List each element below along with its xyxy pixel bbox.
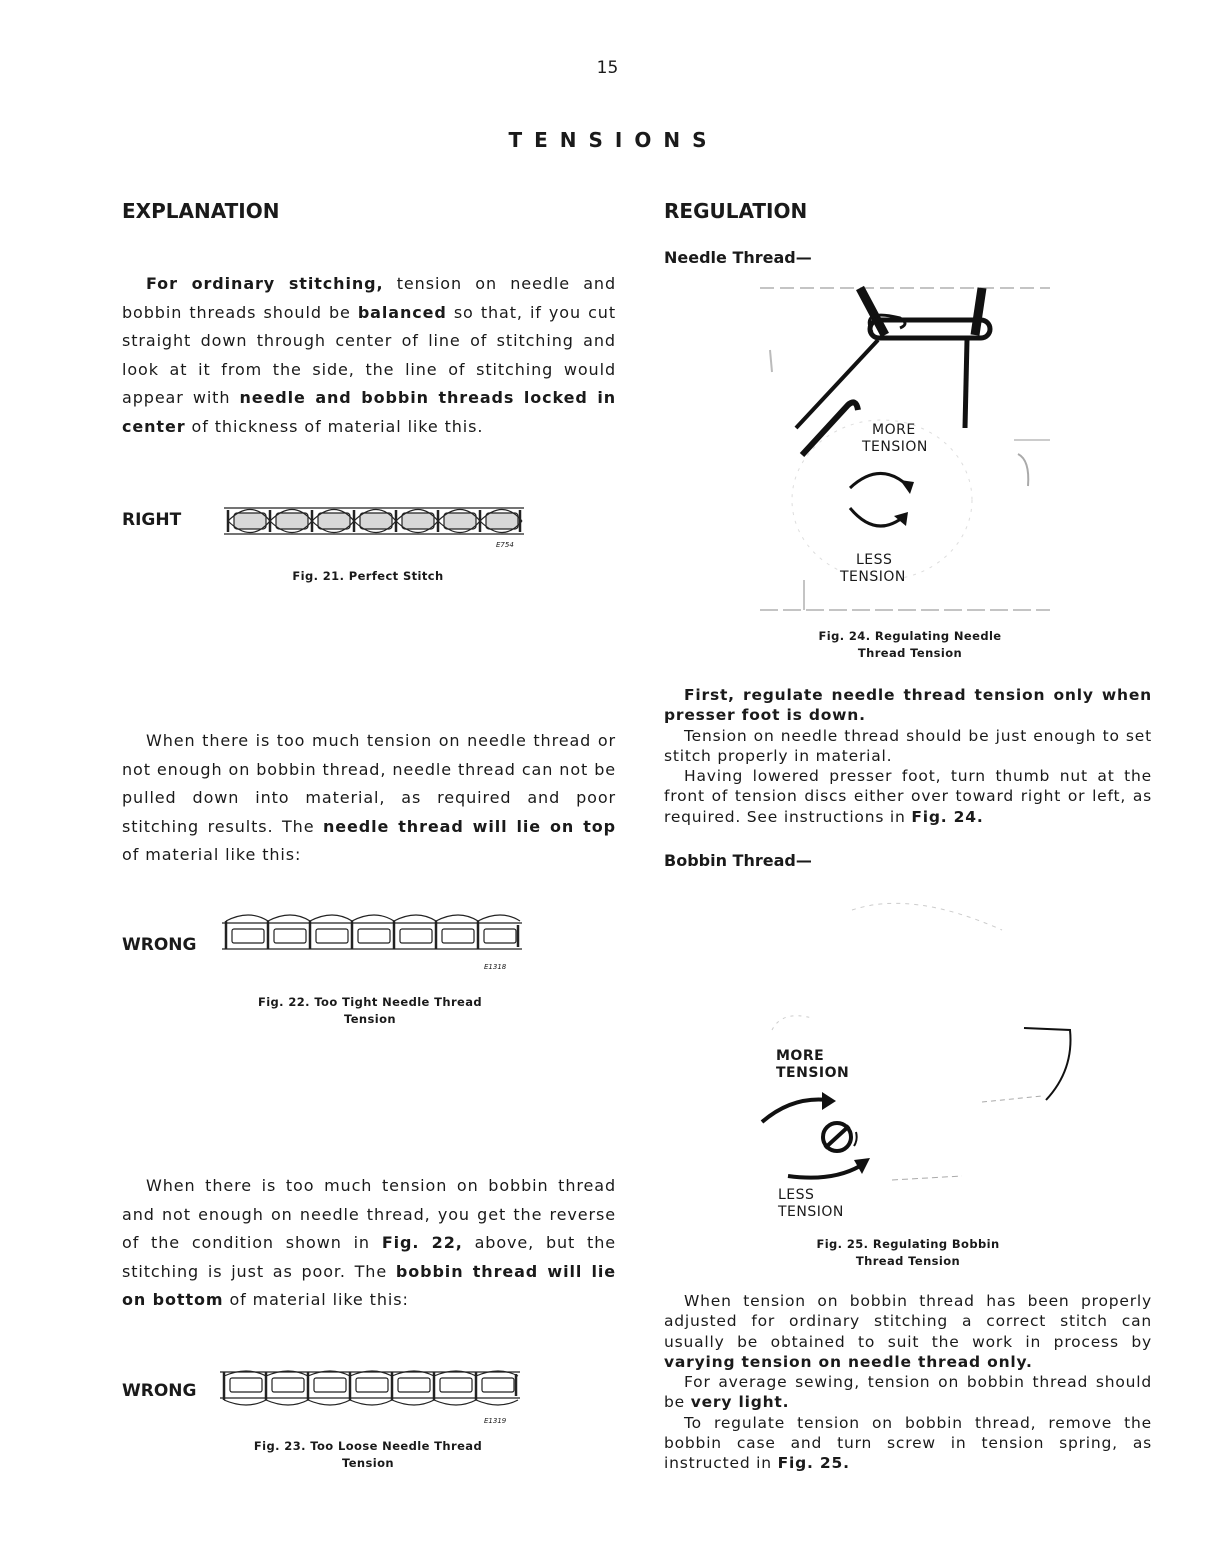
fig22-caption bbox=[220, 994, 520, 1028]
fig25-less-tension-label: TENSION bbox=[778, 1204, 844, 1220]
fig25-less-label: LESS bbox=[778, 1187, 815, 1203]
fig23-too-loose-stitch-illustration bbox=[214, 1362, 526, 1414]
explanation-heading: EXPLANATION bbox=[122, 199, 280, 223]
explanation-paragraph-3: When there is too much tension on bobbin thread and not enough on needle thread, you get the reverse of the condition shown in Fig. 22, above, but the stitching is just as poor. The bobbin thread will lie on bottom of material like this: bbox=[122, 1176, 617, 1309]
page-title: TENSIONS bbox=[508, 128, 719, 152]
fig22-too-tight-stitch-illustration bbox=[216, 913, 528, 965]
fig23-code: E1319 bbox=[484, 1417, 507, 1425]
fig24-caption-line1: Fig. 24. Regulating Needle bbox=[818, 629, 1002, 643]
fig21-caption: Fig. 21. Perfect Stitch bbox=[292, 569, 444, 583]
explanation-paragraph-2: When there is too much tension on needle thread or not enough on bobbin thread, needle thread can not be pulled down into material, as required and poor stitching results. The needle thread will lie on top of material like this: bbox=[122, 731, 616, 864]
fig25-more-label: MORE bbox=[776, 1048, 825, 1064]
fig24-more-label: MORE bbox=[872, 422, 916, 438]
fig25-more-tension-label: TENSION bbox=[776, 1065, 850, 1081]
fig22-caption-line1: Fig. 22. Too Tight Needle Thread bbox=[257, 995, 483, 1009]
fig23-caption-line1: Fig. 23. Too Loose Needle Thread bbox=[253, 1439, 483, 1453]
fig24-caption bbox=[760, 628, 1060, 662]
fig25-caption-line2: Thread Tension bbox=[855, 1254, 961, 1268]
fig25-bobbin-tension-illustration bbox=[752, 890, 1082, 1190]
fig23-label: WRONG bbox=[122, 1381, 197, 1401]
fig23-caption bbox=[218, 1438, 518, 1472]
fig23-caption-line2: Tension bbox=[342, 1456, 394, 1470]
fig24-less-label: LESS bbox=[856, 552, 893, 568]
fig21-label: RIGHT bbox=[122, 510, 182, 530]
fig22-label: WRONG bbox=[122, 935, 197, 955]
regulation-heading: REGULATION bbox=[664, 199, 808, 223]
page-number: 15 bbox=[596, 58, 619, 78]
bobbin-thread-paragraphs: When tension on bobbin thread has been properly adjusted for ordinary stitching a correct stitch can usually be obtained to suit the work in process by varying tension on needle thread only. For average sewing, tension on bobbin thread should be very light. To regulate tension on bobbin thread, remove the bobbin case and turn screw in tension spring, as instructed in Fig. 25. bbox=[664, 1292, 1152, 1473]
needle-thread-heading: Needle Thread— bbox=[664, 248, 812, 267]
needle-thread-paragraphs: First, regulate needle thread tension only when presser foot is down. Tension on needle thread should be just enough to set stitch properly in material. Having lowered presser foot, turn thumb nut at the front of tension discs either over toward right or left, as required. See instructions in Fig. 24. bbox=[664, 686, 1152, 826]
fig24-more-tension-label: TENSION bbox=[862, 439, 928, 455]
fig22-caption-line2: Tension bbox=[344, 1012, 396, 1026]
fig25-caption-line1: Fig. 25. Regulating Bobbin bbox=[816, 1237, 1000, 1251]
fig24-caption-line2: Thread Tension bbox=[857, 646, 963, 660]
bobbin-thread-heading: Bobbin Thread— bbox=[664, 851, 812, 870]
explanation-paragraph-1: For ordinary stitching, tension on needle and bobbin threads should be balanced so that, if you cut straight down through center of line of stitching and look at it from the side, the line of stitching would appear with needle and bobbin threads locked in center of thickness of material like this. bbox=[122, 274, 617, 436]
fig22-code: E1318 bbox=[484, 963, 507, 971]
fig21-perfect-stitch-illustration bbox=[218, 498, 530, 546]
fig25-caption bbox=[758, 1236, 1058, 1270]
fig24-less-tension-label: TENSION bbox=[840, 569, 906, 585]
fig21-code: E754 bbox=[496, 541, 514, 549]
